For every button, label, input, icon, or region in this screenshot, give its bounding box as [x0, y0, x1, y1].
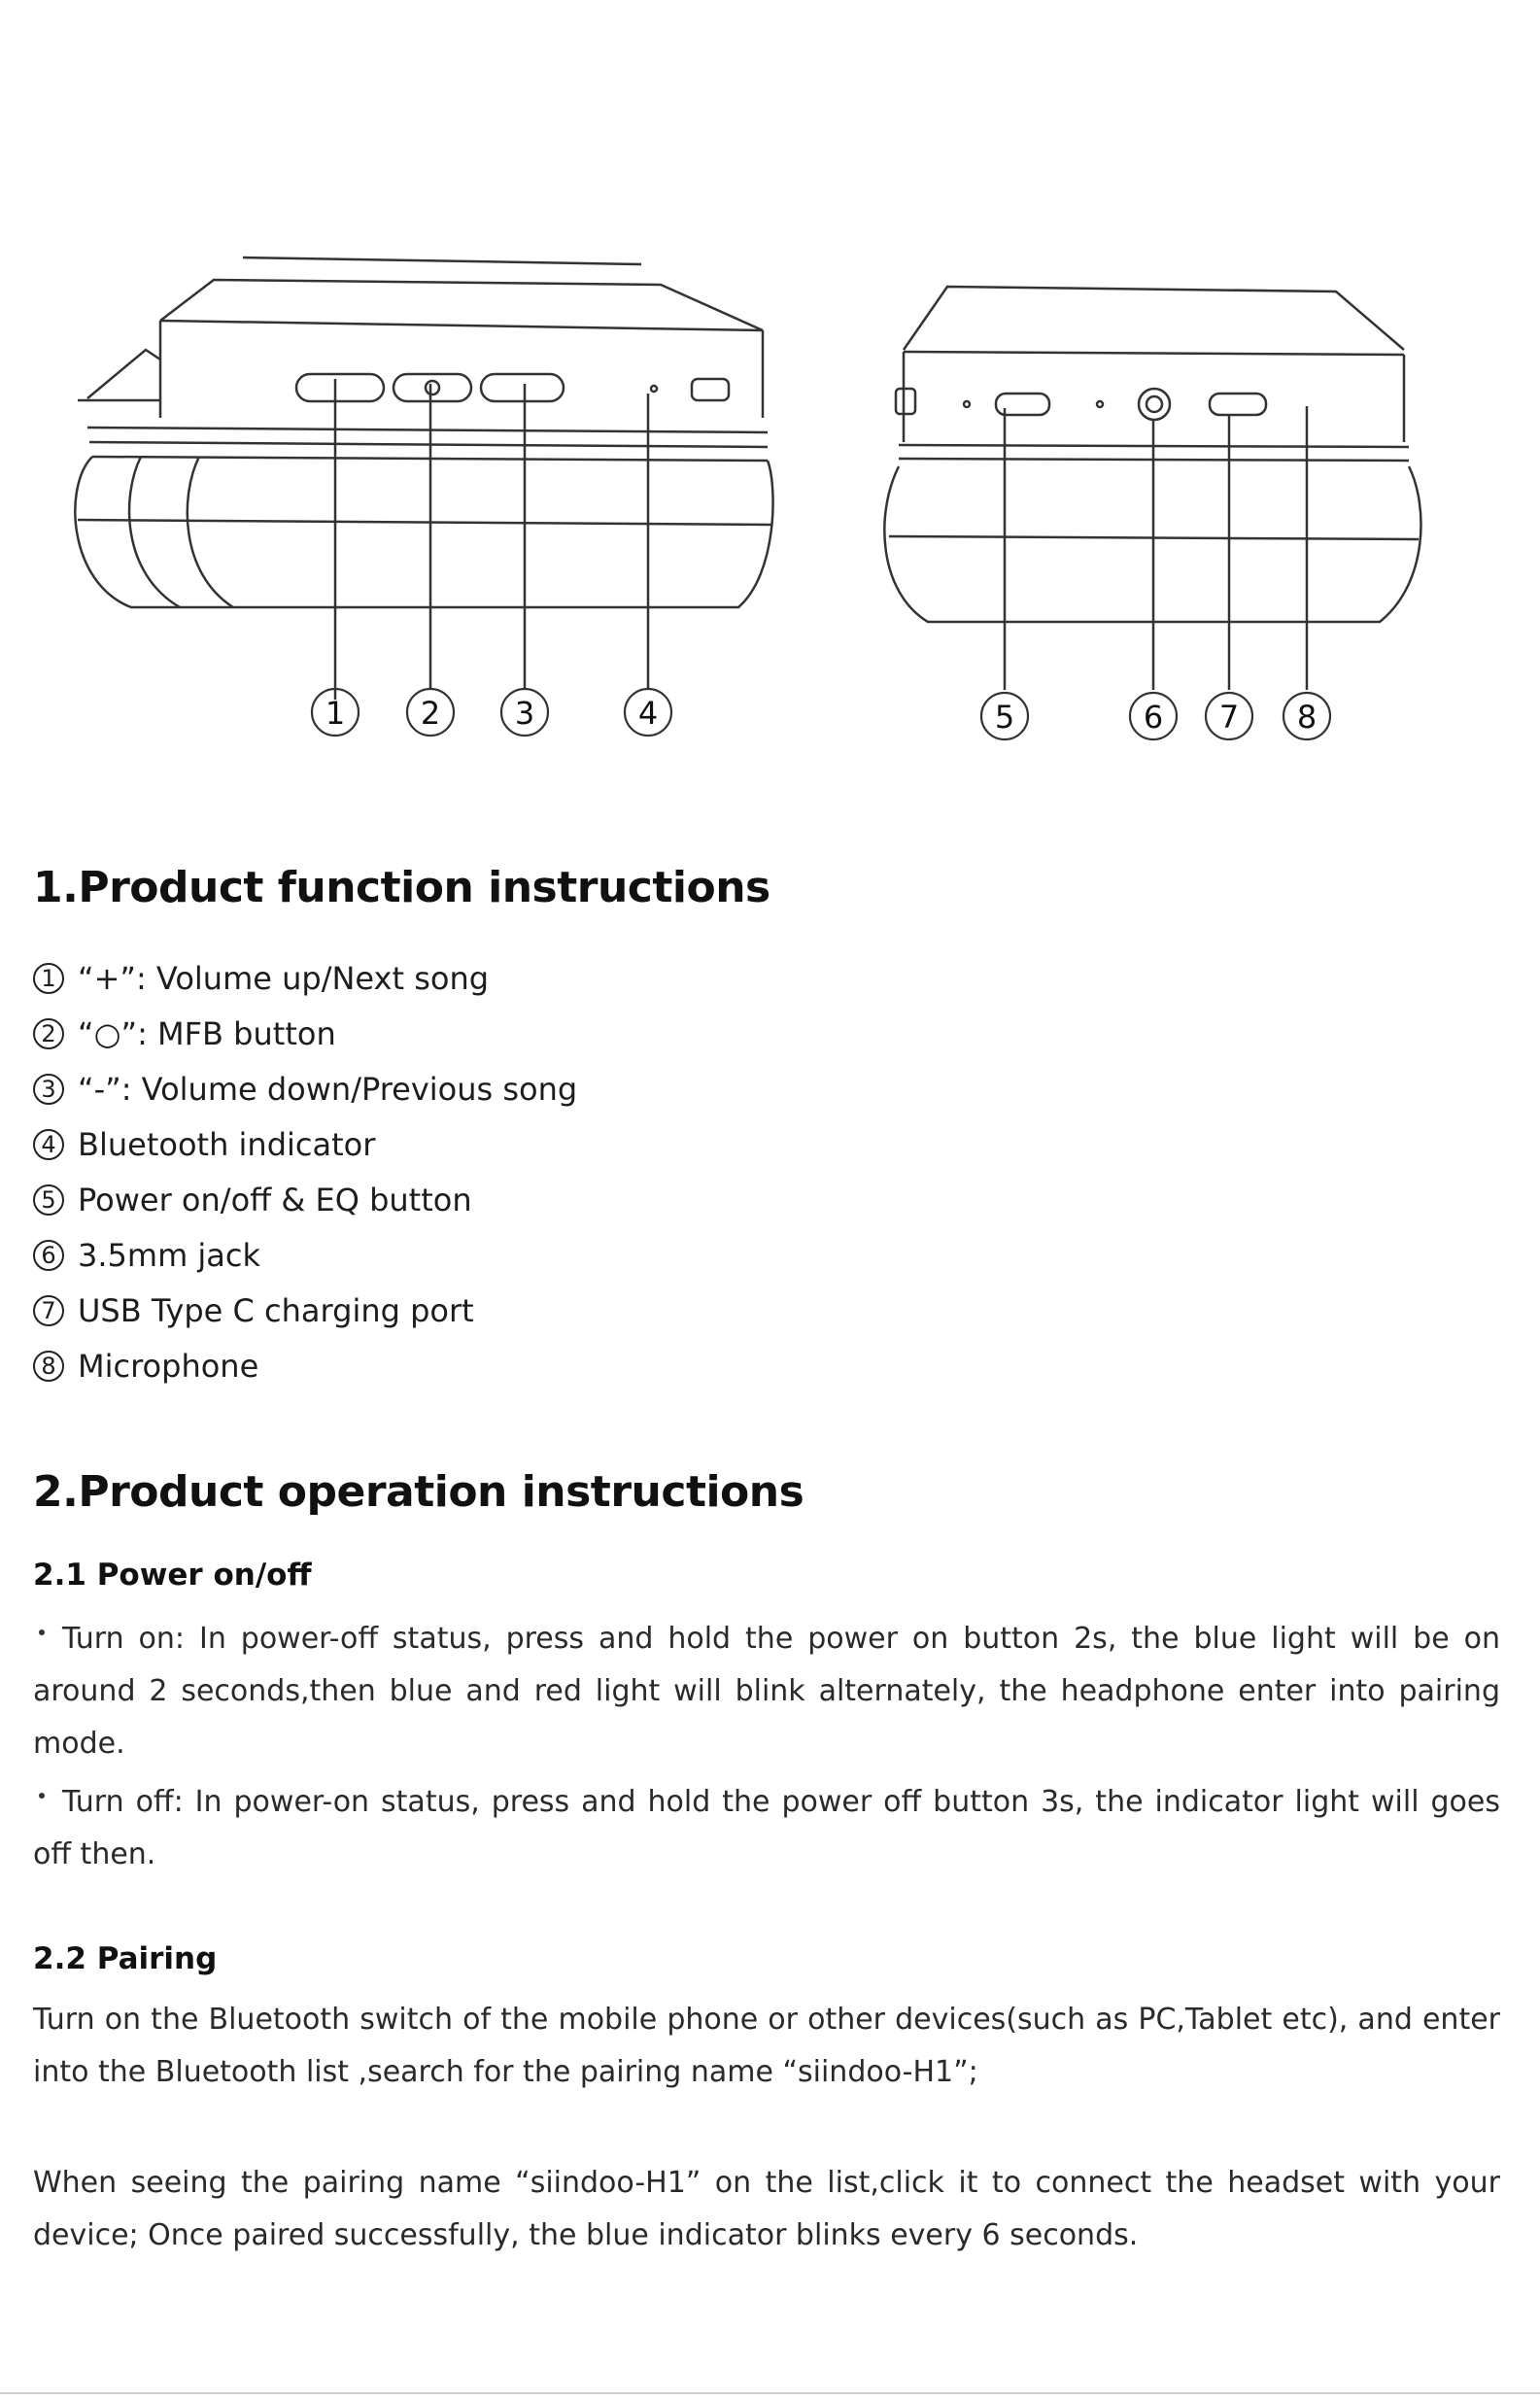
- item-number: 5: [33, 1184, 64, 1216]
- bullet-icon: [39, 1629, 45, 1635]
- callout-8: [1283, 693, 1330, 739]
- svg-text:1: 1: [325, 695, 346, 732]
- callout-1: [312, 689, 359, 736]
- item-text: Power on/off & EQ button: [78, 1181, 472, 1218]
- item-text: “-”: Volume down/Previous song: [78, 1070, 578, 1108]
- function-item: [33, 950, 577, 1006]
- callout-5: [981, 693, 1028, 739]
- item-text: “○”: MFB button: [78, 1014, 336, 1052]
- function-item: [33, 1006, 577, 1061]
- item-text: Microphone: [78, 1347, 259, 1385]
- item-text: “+”: Volume up/Next song: [78, 959, 490, 997]
- item-number: 6: [33, 1240, 64, 1271]
- left-earcup-drawing: [75, 257, 772, 700]
- bullet-icon: [39, 1793, 45, 1799]
- function-item: [33, 1227, 577, 1283]
- callout-6: [1130, 693, 1177, 739]
- item-text: USB Type C charging port: [78, 1291, 474, 1329]
- svg-text:4: 4: [637, 695, 659, 732]
- pairing-paragraph-2: When seeing the pairing name “siindoo-H1” on the list,click it to connect the headset with your device; Once paired successfully, the blue indicator blinks every 6 seconds.: [33, 2166, 1500, 2252]
- item-number: 8: [33, 1351, 64, 1382]
- svg-text:8: 8: [1296, 699, 1318, 736]
- svg-text:6: 6: [1143, 699, 1164, 736]
- power-heading: 2.1 Power on/off: [33, 1558, 312, 1593]
- item-text: 3.5mm jack: [78, 1236, 261, 1274]
- svg-text:2: 2: [420, 695, 441, 732]
- turn-on-paragraph: [33, 1613, 1500, 1770]
- callout-3: [501, 689, 548, 736]
- turn-off-text: Turn off: In power-on status, press and hold the power off button 3s, the indicator light will goes off then.: [33, 1785, 1500, 1871]
- function-item: [33, 1172, 577, 1227]
- section1-title: 1.Product function instructions: [33, 863, 770, 912]
- right-earcup-drawing: [884, 287, 1420, 690]
- turn-on-text: Turn on: In power-off status, press and hold the power on button 2s, the blue light will be on around 2 seconds,then blue and red light will blink alternately, the headphone enter into pairing mode.: [33, 1622, 1500, 1761]
- function-item: [33, 1061, 577, 1116]
- item-number: 1: [33, 963, 64, 994]
- item-number: 4: [33, 1129, 64, 1160]
- function-item: [33, 1116, 577, 1172]
- pairing-paragraph-1: Turn on the Bluetooth switch of the mobile phone or other devices(such as PC,Tablet etc), and enter into the Bluetooth list ,search for the pairing name “siindoo-H1”;: [33, 2003, 1500, 2089]
- svg-text:3: 3: [514, 695, 535, 732]
- item-number: 3: [33, 1074, 64, 1105]
- callout-7: [1206, 693, 1252, 739]
- item-text: Bluetooth indicator: [78, 1125, 376, 1163]
- item-number: 2: [33, 1018, 64, 1049]
- page-bottom-rule: [0, 2392, 1540, 2394]
- function-item: [33, 1283, 577, 1338]
- callout-4: [625, 689, 671, 736]
- pairing-heading: 2.2 Pairing: [33, 1941, 218, 1976]
- item-number: 7: [33, 1295, 64, 1326]
- function-item: [33, 1338, 577, 1393]
- headphone-diagram: [0, 214, 1540, 758]
- svg-text:7: 7: [1218, 699, 1240, 736]
- svg-text:5: 5: [994, 699, 1015, 736]
- callout-2: [407, 689, 454, 736]
- function-list: [33, 950, 577, 1393]
- section2-title: 2.Product operation instructions: [33, 1467, 804, 1517]
- turn-off-paragraph: [33, 1776, 1500, 1881]
